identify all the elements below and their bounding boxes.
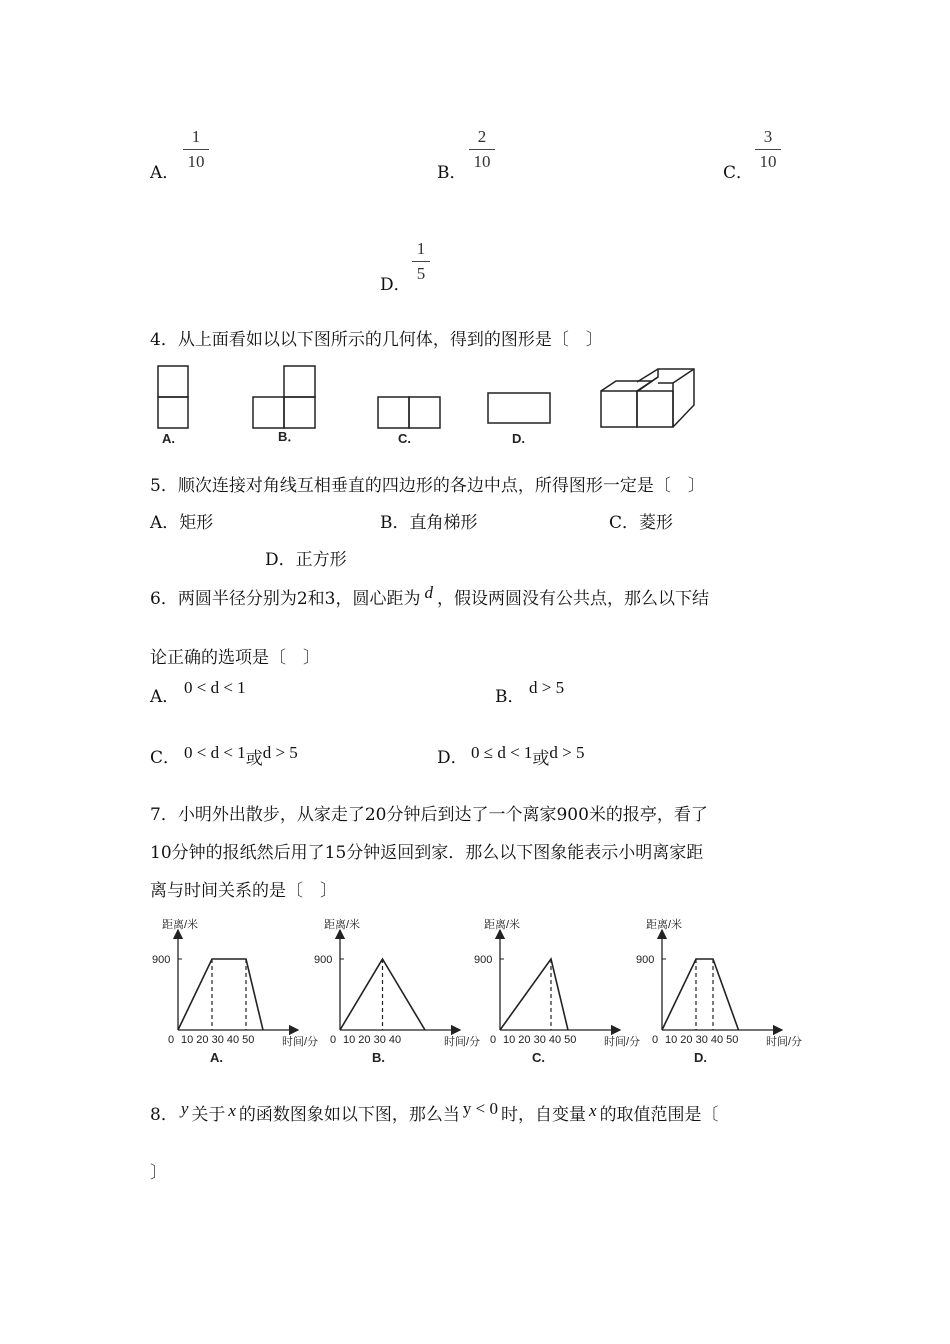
- series-line: [500, 959, 568, 1030]
- q3-option-b-fraction: 2 10: [469, 127, 495, 172]
- q8-stem: 8． y 关于 x 的函数图象如以下图，那么当 y < 0 时，自变量 x 的取值范围是〔: [150, 1099, 719, 1125]
- q7-graphs: [150, 912, 810, 1077]
- q7-stem-line1: 7．小明外出散步，从家走了20分钟后到达了一个离家900米的报亭，看了: [150, 805, 708, 825]
- q4-solid-figure: [601, 369, 694, 427]
- q6-option-b-expr: d > 5: [529, 678, 565, 697]
- q4-figures: [150, 360, 710, 450]
- origin-label: 0: [168, 1034, 175, 1046]
- x-tick-labels: 10 20 30 40: [343, 1034, 402, 1046]
- q6-option-b-label: B．: [495, 687, 525, 707]
- q4-figure-a: [158, 366, 188, 428]
- x-axis-label: 时间/分: [766, 1036, 803, 1048]
- graph-label: C.: [532, 1050, 545, 1065]
- q6-option-d-label: D．: [437, 748, 468, 768]
- q3-option-d-label: D．: [380, 275, 411, 295]
- graph-label: B.: [372, 1050, 385, 1065]
- q5-option-d: D．正方形: [265, 550, 347, 570]
- origin-label: 0: [490, 1034, 497, 1046]
- series-line: [178, 959, 263, 1030]
- y-axis-label: 距离/米: [646, 919, 683, 931]
- y-tick-900: 900: [474, 954, 493, 966]
- q6-stem-line2: 论正确的选项是〔 〕: [150, 648, 320, 668]
- x-axis-label: 时间/分: [604, 1036, 641, 1048]
- q6-option-a-label: A．: [150, 687, 180, 707]
- q5-stem: 5．顺次连接对角线互相垂直的四边形的各边中点，所得图形一定是〔 〕: [150, 476, 705, 496]
- q4-fig-label-b: B．: [278, 429, 301, 444]
- q5-option-c: C．菱形: [609, 513, 674, 533]
- origin-label: 0: [330, 1034, 337, 1046]
- y-tick-900: 900: [314, 954, 333, 966]
- q6-option-d-expr: 0 ≤ d < 1或d > 5: [471, 743, 585, 769]
- q7-graph-c: [474, 917, 640, 1065]
- q4-figure-c: [378, 397, 440, 428]
- q4-fig-label-c: C.: [398, 431, 411, 446]
- origin-label: 0: [652, 1034, 659, 1046]
- q4-figure-b: [253, 366, 315, 428]
- x-tick-labels: 10 20 30 40 50: [665, 1034, 739, 1046]
- q3-option-b-label: B．: [437, 163, 467, 183]
- q3-option-c-fraction: 3 10: [755, 127, 781, 172]
- x-axis-label: 时间/分: [282, 1036, 319, 1048]
- y-tick-900: 900: [152, 954, 171, 966]
- q5-option-b: B．直角梯形: [380, 513, 478, 533]
- graph-label: D.: [694, 1050, 707, 1065]
- q4-stem: 4．从上面看如以以下图所示的几何体，得到的图形是〔 〕: [150, 330, 603, 350]
- q6-option-c-label: C．: [150, 748, 181, 768]
- q6-stem-line1: 6．两圆半径分别为2和3，圆心距为 d ，假设两圆没有公共点，那么以下结: [150, 583, 709, 609]
- q7-stem-line3: 离与时间关系的是〔 〕: [150, 881, 337, 901]
- q8-stem-end: 〕: [150, 1163, 167, 1183]
- y-axis-label: 距离/米: [324, 919, 361, 931]
- q3-option-d-fraction: 1 5: [412, 239, 430, 284]
- x-tick-labels: 10 20 30 40 50: [503, 1034, 577, 1046]
- x-axis-label: 时间/分: [444, 1036, 481, 1048]
- q7-graph-d: [636, 917, 802, 1065]
- q8-condition: y < 0: [462, 1099, 499, 1118]
- q6-option-a-expr: 0 < d < 1: [184, 678, 246, 697]
- x-tick-labels: 10 20 30 40 50: [181, 1034, 255, 1046]
- q3-option-c-label: C．: [723, 163, 754, 183]
- q4-figure-d: [488, 393, 550, 423]
- y-tick-900: 900: [636, 954, 655, 966]
- q6-option-c-expr: 0 < d < 1或d > 5: [184, 743, 298, 769]
- q3-option-a-fraction: 1 10: [183, 127, 209, 172]
- q7-graph-b: [314, 917, 480, 1065]
- series-line: [662, 959, 739, 1030]
- graph-label: A.: [210, 1050, 223, 1065]
- q3-option-a-label: A．: [150, 163, 180, 183]
- q5-option-a: A．矩形: [150, 513, 214, 533]
- y-axis-label: 距离/米: [484, 919, 521, 931]
- q4-fig-label-a: A.: [162, 431, 175, 446]
- q4-fig-label-d: D.: [512, 431, 525, 446]
- y-axis-label: 距离/米: [162, 919, 199, 931]
- q7-graph-a: [152, 917, 318, 1065]
- q7-stem-line2: 10分钟的报纸然后用了15分钟返回到家．那么以下图象能表示小明离家距: [150, 843, 704, 863]
